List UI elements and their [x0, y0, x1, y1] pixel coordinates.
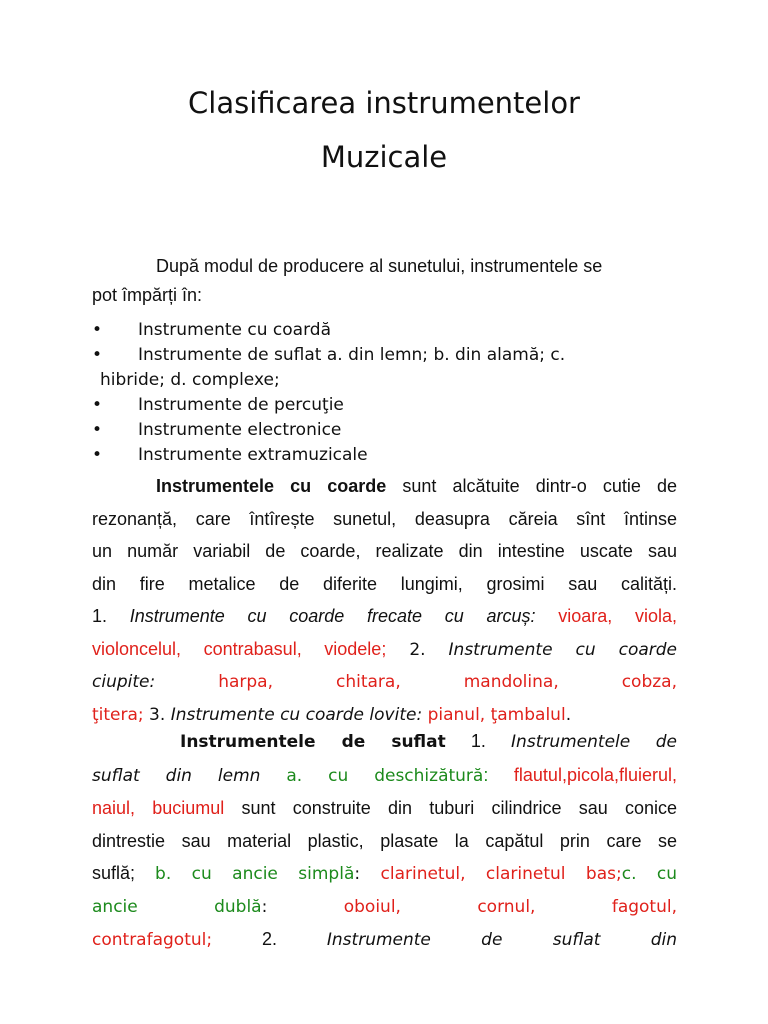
list-item	[92, 343, 682, 393]
title-line-1: Clasificarea instrumentelor	[188, 86, 580, 120]
list-item-text-continued: hibride; d. complexe;	[100, 370, 280, 390]
plucked-label-continued: ciupite:	[92, 672, 156, 692]
colon: :	[354, 864, 361, 884]
intro-line-1: După modul de producere al sunetului, instrumentele se	[156, 256, 603, 276]
list-item-text: Instrumente cu coardă	[138, 320, 331, 340]
wind-line-3	[92, 792, 677, 825]
woodwind-label: Instrumentele de	[511, 732, 678, 752]
colon: :	[483, 764, 489, 785]
instrument-categories-list	[92, 318, 682, 468]
list-item-text: Instrumente electronice	[138, 420, 342, 440]
struck-items: pianul, ţambalul	[422, 704, 566, 725]
wind-text: suflă;	[92, 863, 156, 883]
strings-line-2: rezonanță, care întîrește sunetul, deasupra căreia sînt întinse	[92, 508, 677, 529]
number-label: 2.	[212, 929, 327, 949]
number-label: 1.	[92, 606, 130, 626]
brass-label: Instrumente de suflat din	[326, 930, 677, 950]
intro-line-2: pot împărți în:	[92, 285, 203, 305]
semicolon: ;	[615, 864, 622, 884]
bullet-icon: •	[92, 320, 103, 340]
wind-line-5	[92, 857, 677, 891]
category-b-label: b. cu ancie simplă	[155, 864, 355, 884]
list-item-text: Instrumente extramuzicale	[138, 445, 368, 465]
colon: :	[261, 896, 268, 917]
plucked-label: Instrumente cu coarde	[448, 639, 678, 660]
category-c-label-continued: ancie dublă	[92, 896, 262, 917]
wind-line-7	[92, 923, 677, 957]
category-c-items: oboiul, cornul, fagotul,	[267, 896, 677, 917]
bullet-icon: •	[92, 345, 103, 365]
category-a-items: flautul,picola,fluierul,	[488, 764, 677, 785]
strings-heading: Instrumentele cu coarde	[156, 476, 387, 496]
category-c-label: c. cu	[621, 864, 677, 884]
bowed-items-continued: violoncelul, contrabasul, viodele;	[92, 638, 387, 659]
list-item	[92, 418, 682, 443]
category-c-items-continued: contrafagotul;	[92, 930, 213, 950]
struck-label: Instrumente cu coarde lovite:	[170, 704, 423, 725]
strings-line-4: din fire metalice de diferite lungimi, grosimi sau calități.	[92, 573, 677, 594]
title-line-2: Muzicale	[320, 140, 448, 174]
list-item-text: Instrumente de percuţie	[138, 395, 344, 415]
list-item	[92, 393, 682, 418]
wind-line-1	[92, 725, 677, 759]
woodwind-label-continued: suflat din lemn	[92, 765, 261, 786]
list-item	[92, 443, 682, 468]
plucked-items-continued: ţitera;	[92, 704, 144, 725]
list-item-text: Instrumente de suflat a. din lemn; b. din alamă; c.	[138, 345, 566, 365]
list-item	[92, 318, 682, 343]
wind-line-4: dintrestie sau material plastic, plasate la capătul prin care se	[92, 830, 677, 851]
strings-line-6	[92, 633, 677, 667]
wind-text: sunt construite din tuburi cilindrice sau conice	[224, 798, 677, 818]
wind-line-6	[92, 891, 677, 924]
wind-heading: Instrumentele de suflat	[180, 732, 446, 752]
number-label: 1.	[445, 731, 512, 751]
strings-line-1	[92, 470, 677, 503]
number-label: 3.	[143, 704, 171, 725]
strings-text: sunt alcătuite dintr-o cutie de	[386, 476, 677, 496]
wind-line-2	[92, 759, 677, 793]
strings-paragraph	[92, 470, 677, 731]
strings-line-3: un număr variabil de coarde, realizate din intestine uscate sau	[92, 541, 677, 561]
bowed-items: vioara, viola,	[535, 606, 677, 626]
bullet-icon: •	[92, 445, 103, 465]
wind-paragraph	[92, 725, 677, 957]
bullet-icon: •	[92, 420, 103, 440]
number-label: 2.	[386, 639, 449, 660]
strings-line-5	[92, 600, 677, 633]
period: .	[565, 704, 572, 725]
category-a-items-continued: naiul, buciumul	[92, 798, 225, 818]
category-a-label: a. cu deschizătură	[260, 765, 484, 786]
category-b-items: clarinetul, clarinetul bas	[360, 864, 616, 884]
intro-paragraph	[92, 252, 677, 310]
plucked-items: harpa, chitara, mandolina, cobza,	[155, 672, 677, 692]
bowed-label: Instrumente cu coarde frecate cu arcuș:	[129, 606, 536, 626]
strings-line-7	[92, 666, 677, 699]
bullet-icon: •	[92, 395, 103, 415]
